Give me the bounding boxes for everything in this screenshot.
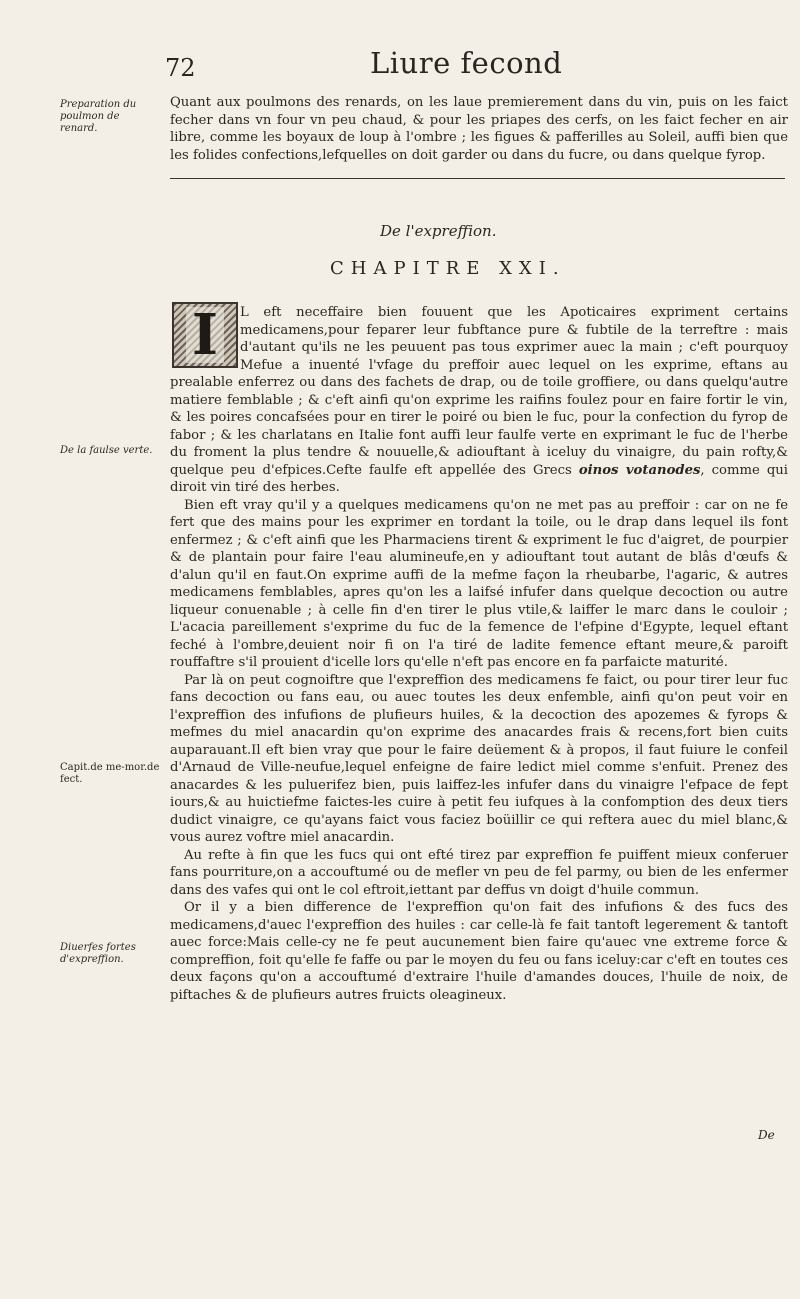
margin-note-reference: Capit.de me-mor.de fect.	[60, 762, 160, 785]
intro-paragraph: Quant aux poulmons des renards, on les laue premierement dans du vin, puis on les faict fecher dans vn four vn peu chaud, & pour les priapes des cerfs, on les faict fecher en air libre, comme les boyaux de loup à l'ombre ; les figues & pafferilles au Soleil, auffi bien que les folides confections,lefquelles on doit garder ou dans du fucre, ou dans quelque fyrop.	[170, 95, 788, 163]
paragraph-4: Au refte à fin que les fucs qui ont efté tirez par expreffion fe puiffent mieux conferuer fans pourriture,on a accouftumé ou de mefler vn peu de fel parmy, ou bien de les enfermer dans des vafes qui ont le col eftroit,iettant par deffus vn doigt d'huile commun.	[170, 847, 788, 898]
margin-note-preparation: Preparation du poulmon de renard.	[60, 99, 137, 134]
chapter-heading: CHAPITRE XXI.	[330, 258, 566, 279]
paragraph-1	[170, 304, 788, 497]
running-title: Liure fecond	[370, 46, 563, 80]
margin-note-expression-types: Diuerfes fortes d'expreffion.	[60, 942, 136, 965]
margin-note-sauce: De la faulse verte.	[60, 445, 153, 456]
drop-cap-letter: I	[186, 307, 224, 363]
chapter-body	[170, 304, 788, 1004]
paragraph-5: Or il y a bien difference de l'expreffion qu'on fait des infufions & des fucs des medicamens,d'auec l'expreffion des huiles : car celle-là fe fait tantoft legerement & tantoft auec force:Mais celle-cy ne fe peut aucunement bien faire qu'auec vne extreme force & compreffion, foit qu'elle fe faffe ou par le moyen du feu ou fans iceluy:car c'eft en toutes ces deux façons qu'on a accouftumé d'extraire l'huile d'amandes douces, l'huile de noix, de piftaches & de plufieurs autres fruicts oleagineux.	[170, 900, 788, 1003]
page-header	[165, 46, 785, 86]
drop-cap-space	[170, 304, 240, 372]
catchword: De	[758, 1128, 775, 1142]
greek-term: oinos votanodes	[578, 462, 701, 478]
paragraph-1-end: , comme qui diroit vin tiré des herbes.	[170, 462, 788, 495]
section-divider	[170, 178, 785, 179]
section-title: De l'expreffion.	[380, 222, 497, 240]
paragraph-2: Bien eft vray qu'il y a quelques medicamens qu'on ne met pas au preffoir : car on ne fe fert que des mains pour les exprimer en tordant la toile, ou le drap dans lequel ils font enfermez ; & c'eft ainfi que les Pharmaciens tirent & expriment le fuc d'aigret, de pourpier & de plantain pour faire l'eau alumineufe,en y adiouftant tout autant de blâs d'œufs & d'alun qu'il en faut.On exprime auffi de la mefme façon la rheubarbe, l'agaric, & autres medicamens femblables, apres qu'on les a laifsé infufer dans quelque decoction ou autre liqueur conuenable ; à celle fin d'en tirer le plus vtile,& laiffer le marc dans le couloir ; L'acacia pareillement s'exprime du fuc de la femence de l'efpine d'Egypte, lequel eftant feché à l'ombre,deuient noir fi on l'a tiré de ladite femence eftant meure,& paroift rouffaftre s'il prouient d'icelle lors qu'elle n'eft pas encore en fa parfaicte maturité.	[170, 497, 788, 670]
page-number: 72	[165, 54, 196, 82]
paragraph-1-text: L eft neceffaire bien fouuent que les Apoticaires expriment certains medicamens,pour feparer leur fubftance pure & fubtile de la terreftre : mais d'autant qu'ils ne les peuuent pas tous exprimer auec la main ; c'eft pourquoy Mefue a inuenté l'vfage du preffoir auec lequel on les exprime, eftans au prealable enferrez ou dans des fachets de drap, ou de toile groffiere, ou dans quelqu'autre matiere femblable ; & c'eft ainfi qu'on exprime les raifins foulez pour en faire fortir le vin, & les poires concafsées pour en tirer le poiré ou bien le fuc, pour la confection du fyrop de fabor ; & les charlatans en Italie font auffi leur faulfe verte en exprimant le fuc de l'herbe du froment la plus tendre & nouuelle,& adiouftant à iceluy du vinaigre, du pain rofty,& quelque peu d'efpices.Cefte faulfe eft appellée des Grecs	[170, 305, 788, 478]
paragraph-3: Par là on peut cognoiftre que l'expreffion des medicamens fe faict, ou pour tirer leur fuc fans decoction ou fans eau, ou auec toutes les deux enfemble, ainfi qu'on peut voir en l'expreffion des infufions de plufieurs huiles, & la decoction des apozemes & fyrops & mefmes du miel anacardin qu'on exprime des anacardes frais & recens,fort bien cuits auparauant.Il eft bien vray que pour le faire deüement & à propos, il faut fuiure le confeil d'Arnaud de Ville-neufue,lequel enfeigne de faire ledict miel comme s'enfuit. Prenez des anacardes & les puluerifez bien, puis laiffez-les infufer dans du vinaigre l'efpace de fept iours,& au huictiefme faictes-les cuire à petit feu iufques à la confomption des deux tiers dudict vinaigre, ce qu'ayans faict vous faciez boüillir ce qui reftera auec du miel blanc,& vous aurez voftre miel anacardin.	[170, 672, 788, 845]
